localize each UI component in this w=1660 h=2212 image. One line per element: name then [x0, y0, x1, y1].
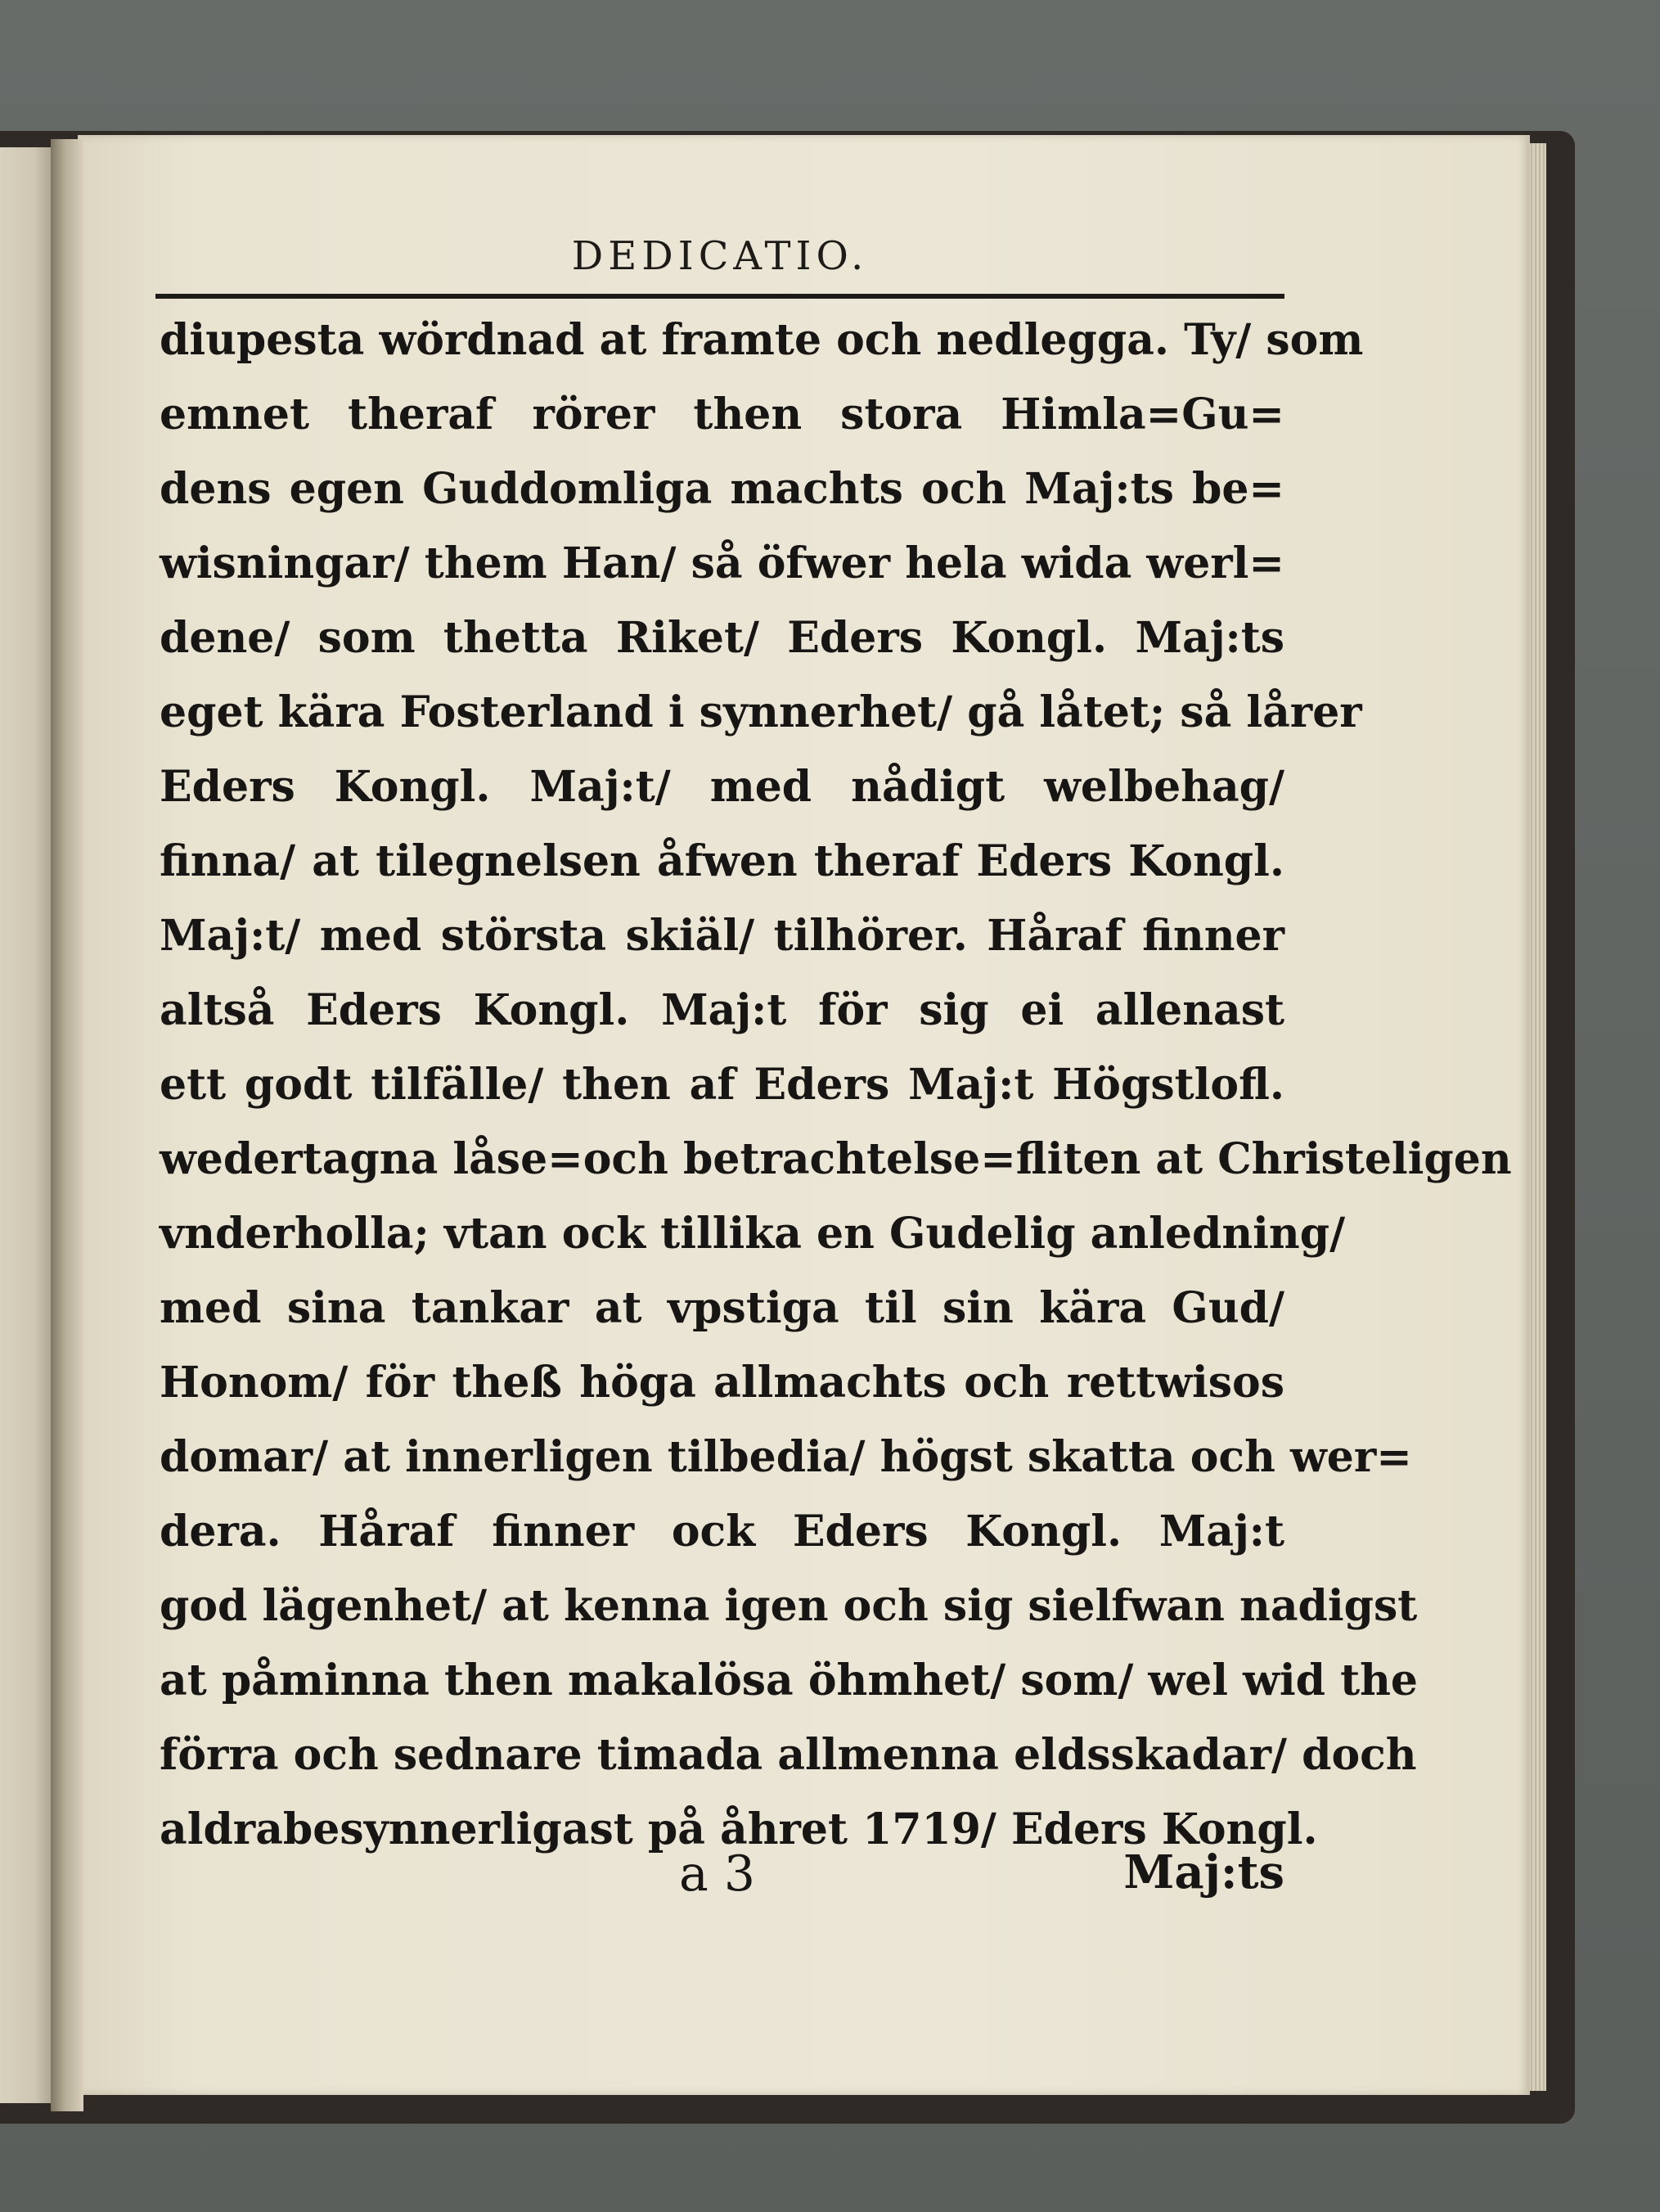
- text-line: domar/ at innerligen tilbedia/ högst skatta och wer=: [160, 1432, 1412, 1482]
- book-gutter: [51, 139, 83, 2111]
- header-rule: [155, 294, 1284, 299]
- text-line: med sina tankar at vpstiga til sin kära Gud/: [160, 1283, 1284, 1333]
- page-title: DEDICATIO.: [571, 233, 869, 279]
- text-line: dens egen Guddomliga machts och Maj:ts be=: [160, 464, 1284, 514]
- text-line: emnet theraf rörer then stora Himla=Gu=: [160, 390, 1284, 439]
- text-line: vnderholla; vtan ock tillika en Gudelig anledning/: [160, 1209, 1346, 1259]
- text-line: finna/ at tilegnelsen åfwen theraf Eders Kongl.: [160, 836, 1284, 886]
- page-block-edge: [1528, 143, 1546, 2091]
- text-line: Honom/ för theß höga allmachts och rettwisos: [160, 1358, 1284, 1408]
- catchword: Maj:ts: [1123, 1845, 1284, 1899]
- body-text: [160, 303, 1512, 1867]
- text-line: god lägenhet/ at kenna igen och sig sielfwan nadigst: [160, 1581, 1418, 1631]
- text-line: at påminna then makalösa öhmhet/ som/ wel wid the: [160, 1656, 1419, 1705]
- text-line: eget kära Fosterland i synnerhet/ gå låtet; så lårer: [160, 687, 1362, 737]
- text-line: ett godt tilfälle/ then af Eders Maj:t Högstlofl.: [160, 1060, 1284, 1110]
- signature-mark: a 3: [679, 1845, 756, 1903]
- text-line: wisningar/ them Han/ så öfwer hela wida werl=: [160, 538, 1284, 588]
- page-footer: [160, 1845, 1284, 1911]
- text-line: wedertagna låse=och betrachtelse=fliten at Christeligen: [160, 1134, 1512, 1184]
- text-line: aldrabesynnerligast på åhret 1719/ Eders Kongl.: [160, 1804, 1318, 1854]
- text-line: Maj:t/ med största skiäl/ tilhörer. Håraf finner: [160, 911, 1284, 961]
- text-line: diupesta wördnad at framte och nedlegga. Ty/ som: [160, 315, 1364, 365]
- text-line: förra och sednare timada allmenna eldsskadar/ doch: [160, 1730, 1417, 1780]
- text-line: dera. Håraf finner ock Eders Kongl. Maj:t: [160, 1507, 1284, 1557]
- text-line: Eders Kongl. Maj:t/ med nådigt welbehag/: [160, 762, 1284, 812]
- text-line: altså Eders Kongl. Maj:t för sig ei allenast: [160, 985, 1284, 1035]
- running-header: [155, 233, 1284, 291]
- left-page-edge: [0, 147, 57, 2103]
- text-line: dene/ som thetta Riket/ Eders Kongl. Maj:ts: [160, 613, 1284, 663]
